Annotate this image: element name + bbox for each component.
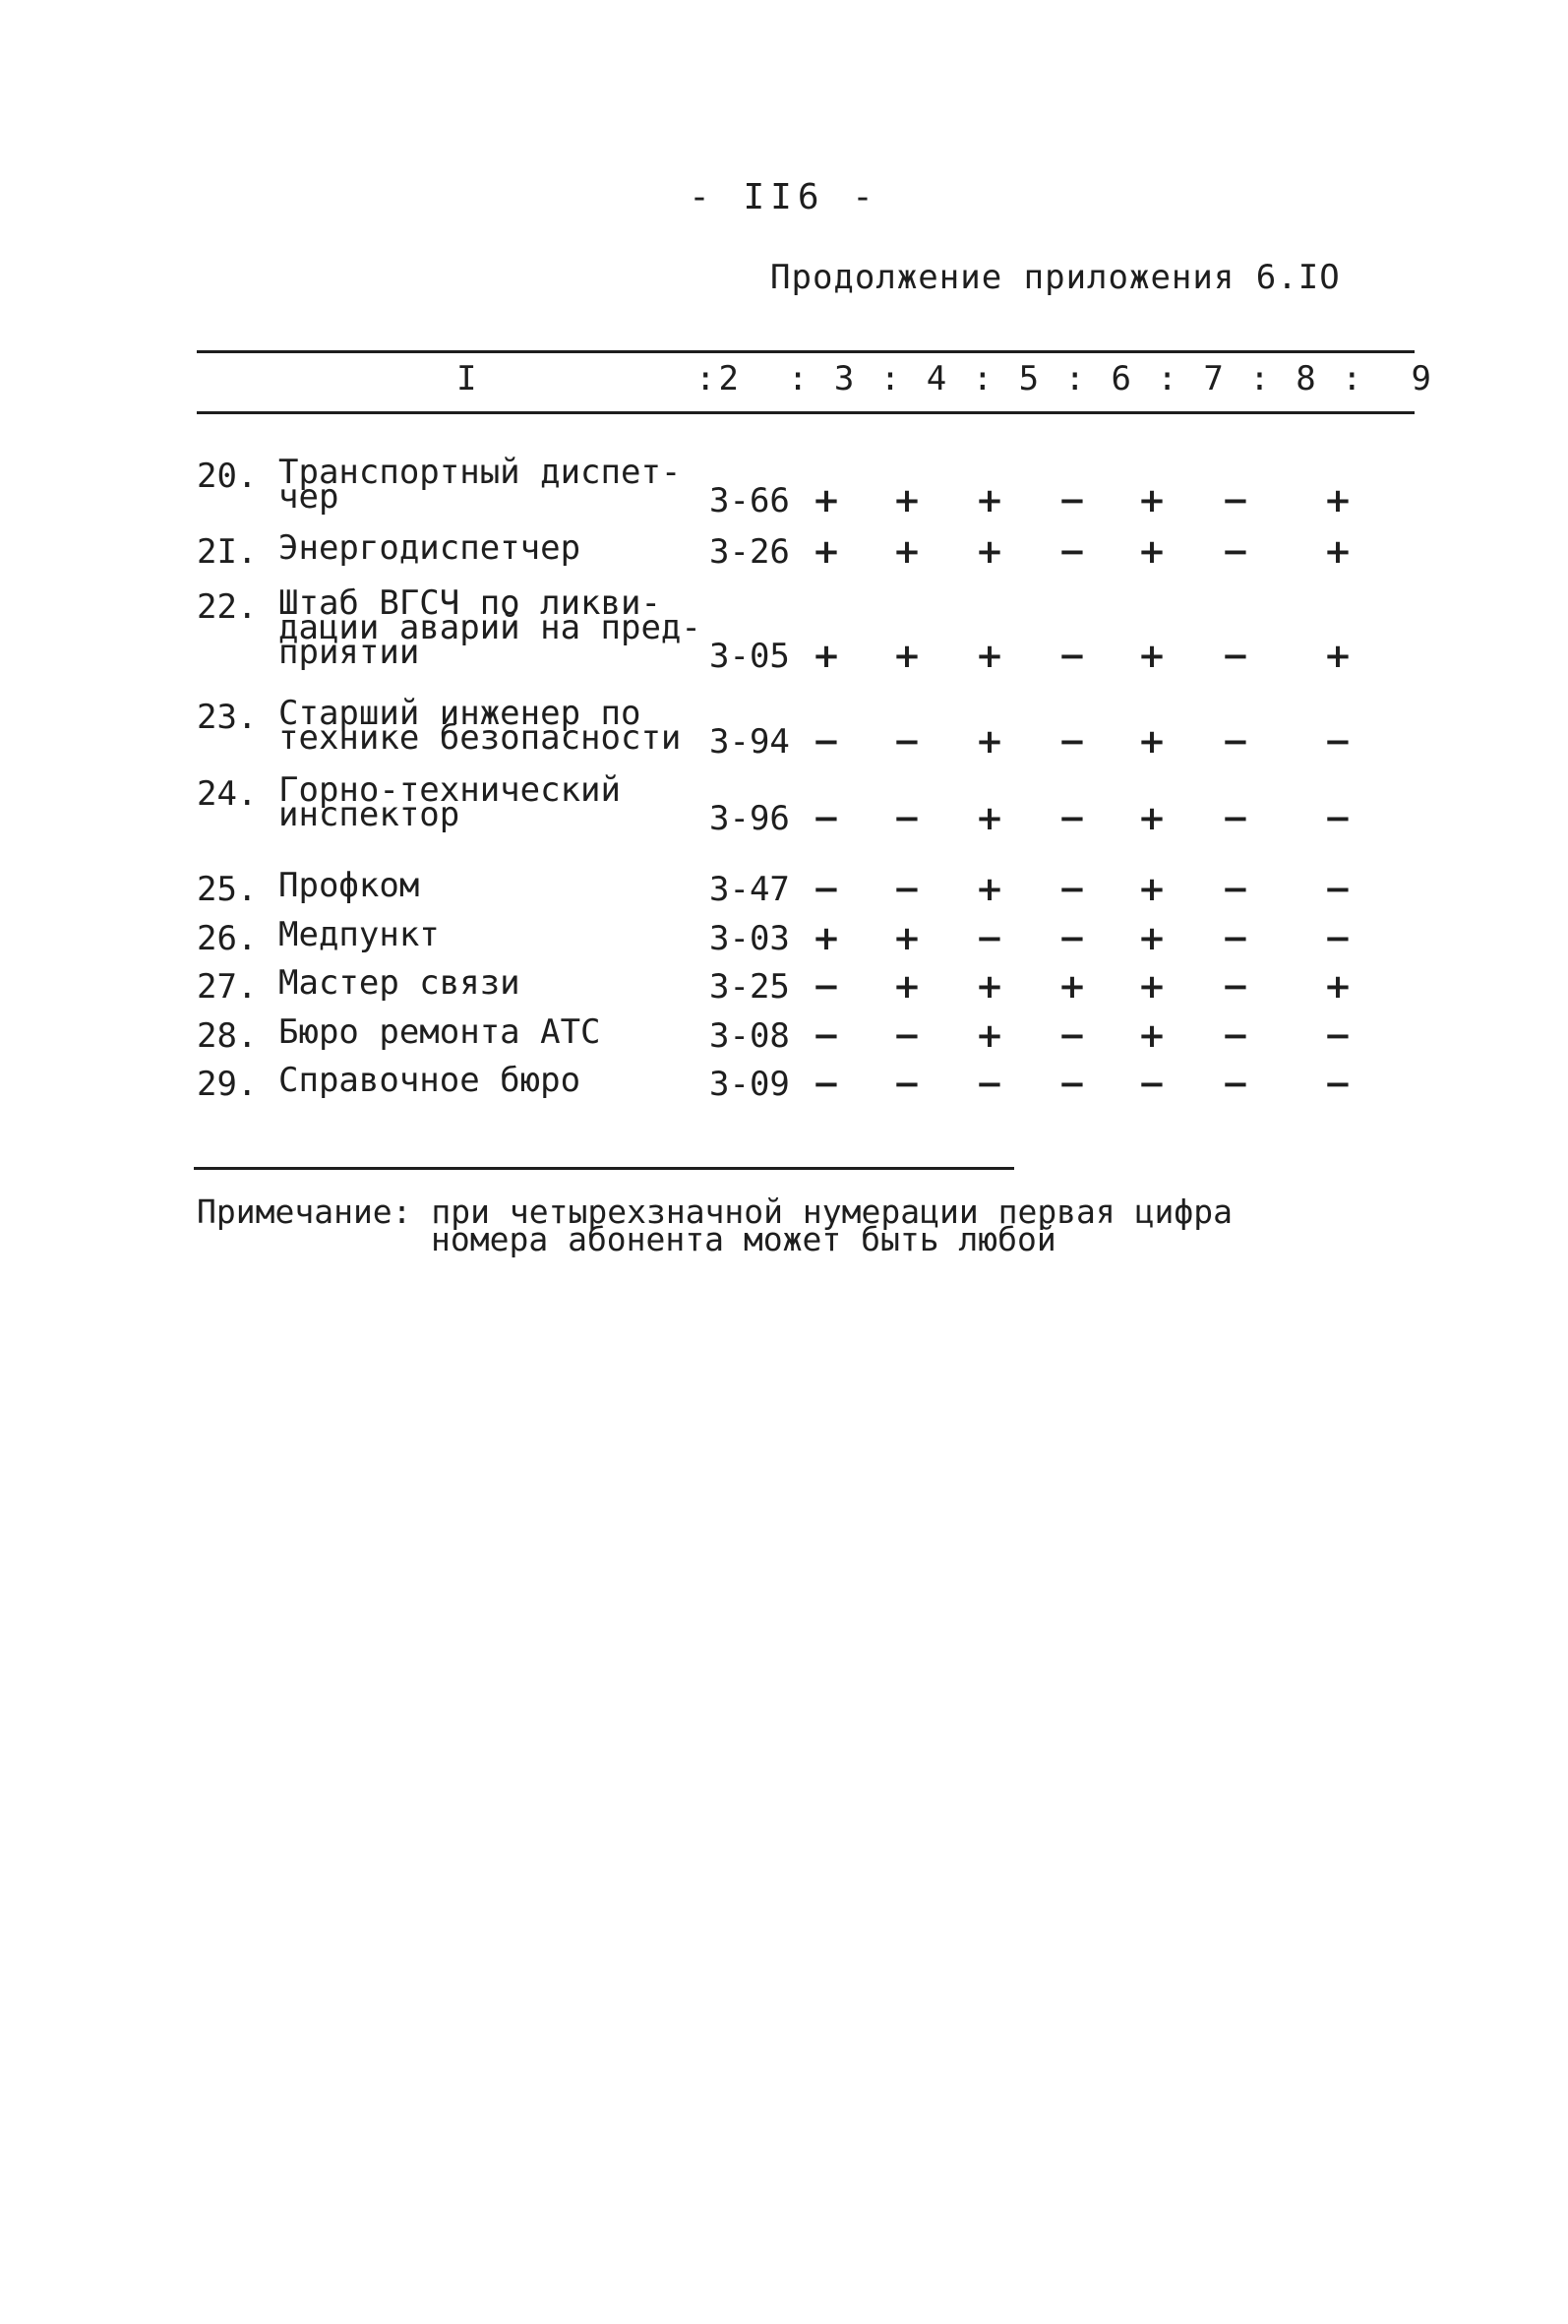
row-mark-col-4: + xyxy=(892,919,922,958)
row-name: Старший инженер по технике безопасности xyxy=(278,694,682,758)
row-name: Профком xyxy=(278,866,420,905)
row-mark-col-7: − xyxy=(1137,1065,1167,1104)
column-header-1: I xyxy=(456,359,477,398)
row-mark-col-9: − xyxy=(1323,870,1353,909)
row-mark-col-6: − xyxy=(1057,532,1087,572)
row-mark-col-7: + xyxy=(1137,722,1167,762)
row-mark-col-9: + xyxy=(1323,967,1353,1007)
row-mark-col-3: + xyxy=(812,637,841,676)
row-mark-col-8: − xyxy=(1221,967,1250,1007)
table-header-rule xyxy=(197,411,1415,414)
row-code: 3-05 xyxy=(709,637,790,676)
page-number: - II6 - xyxy=(689,177,879,217)
row-mark-col-8: − xyxy=(1221,870,1250,909)
row-mark-col-5: + xyxy=(975,637,1004,676)
footnote-line-2: номера абонента может быть любой xyxy=(431,1220,1056,1258)
row-code: 3-25 xyxy=(709,967,790,1007)
row-mark-col-8: − xyxy=(1221,799,1250,838)
row-mark-col-5: + xyxy=(975,799,1004,838)
row-mark-col-3: + xyxy=(812,919,841,958)
row-mark-col-6: − xyxy=(1057,1065,1087,1104)
row-number: 2I. xyxy=(197,532,258,572)
row-mark-col-6: − xyxy=(1057,799,1087,838)
row-mark-col-9: − xyxy=(1323,722,1353,762)
row-mark-col-3: + xyxy=(812,532,841,572)
row-number: 24. xyxy=(197,774,258,814)
row-mark-col-3: − xyxy=(812,799,841,838)
row-code: 3-26 xyxy=(709,532,790,572)
row-mark-col-5: + xyxy=(975,722,1004,762)
row-mark-col-3: − xyxy=(812,1065,841,1104)
row-mark-col-4: − xyxy=(892,799,922,838)
row-mark-col-7: + xyxy=(1137,481,1167,520)
row-code: 3-94 xyxy=(709,722,790,762)
row-name: Транспортный диспет- чер xyxy=(278,453,682,517)
row-name: Энергодиспетчер xyxy=(278,528,581,568)
row-mark-col-9: + xyxy=(1323,637,1353,676)
row-mark-col-4: + xyxy=(892,967,922,1007)
row-mark-col-9: − xyxy=(1323,1065,1353,1104)
row-mark-col-3: + xyxy=(812,481,841,520)
row-mark-col-5: + xyxy=(975,481,1004,520)
row-mark-col-7: + xyxy=(1137,799,1167,838)
row-mark-col-7: + xyxy=(1137,870,1167,909)
row-mark-col-8: − xyxy=(1221,1065,1250,1104)
row-mark-col-7: + xyxy=(1137,967,1167,1007)
row-mark-col-3: − xyxy=(812,1016,841,1056)
row-mark-col-3: − xyxy=(812,870,841,909)
row-mark-col-9: − xyxy=(1323,799,1353,838)
row-name: Горно-технический инспектор xyxy=(278,770,621,834)
row-name: Бюро ремонта АТС xyxy=(278,1012,601,1052)
row-mark-col-4: − xyxy=(892,1065,922,1104)
row-mark-col-8: − xyxy=(1221,637,1250,676)
row-code: 3-03 xyxy=(709,919,790,958)
row-mark-col-7: + xyxy=(1137,919,1167,958)
row-name: Мастер связи xyxy=(278,963,520,1003)
row-mark-col-5: + xyxy=(975,870,1004,909)
row-mark-col-8: − xyxy=(1221,722,1250,762)
row-mark-col-8: − xyxy=(1221,919,1250,958)
row-number: 29. xyxy=(197,1065,258,1104)
footnote-line-1: при четырехзначной нумерации первая цифра xyxy=(411,1193,1233,1231)
row-mark-col-6: + xyxy=(1057,967,1087,1007)
row-mark-col-8: − xyxy=(1221,481,1250,520)
row-number: 25. xyxy=(197,870,258,909)
row-mark-col-4: + xyxy=(892,532,922,572)
row-mark-col-8: − xyxy=(1221,532,1250,572)
row-mark-col-7: + xyxy=(1137,1016,1167,1056)
row-mark-col-3: − xyxy=(812,722,841,762)
row-mark-col-6: − xyxy=(1057,637,1087,676)
row-code: 3-96 xyxy=(709,799,790,838)
row-mark-col-9: − xyxy=(1323,919,1353,958)
row-mark-col-5: − xyxy=(975,1065,1004,1104)
row-name: Справочное бюро xyxy=(278,1061,581,1100)
row-name: Медпункт xyxy=(278,915,440,954)
row-mark-col-9: − xyxy=(1323,1016,1353,1056)
row-mark-col-9: + xyxy=(1323,481,1353,520)
column-headers-2-9: :2 : 3 : 4 : 5 : 6 : 7 : 8 : 9 xyxy=(695,359,1435,398)
table-top-rule xyxy=(197,350,1415,353)
row-code: 3-66 xyxy=(709,481,790,520)
row-mark-col-4: + xyxy=(892,637,922,676)
row-name: Штаб ВГСЧ по ликви- дации аварий на пред- приятии xyxy=(278,583,701,672)
row-code: 3-47 xyxy=(709,870,790,909)
row-mark-col-3: − xyxy=(812,967,841,1007)
row-mark-col-8: − xyxy=(1221,1016,1250,1056)
row-number: 23. xyxy=(197,698,258,737)
row-mark-col-5: − xyxy=(975,919,1004,958)
row-number: 26. xyxy=(197,919,258,958)
row-mark-col-4: − xyxy=(892,1016,922,1056)
row-mark-col-6: − xyxy=(1057,481,1087,520)
footnote-label: Примечание: xyxy=(197,1193,412,1231)
continuation-title: Продолжение приложения 6.IO xyxy=(770,258,1341,297)
row-mark-col-6: − xyxy=(1057,870,1087,909)
row-mark-col-7: + xyxy=(1137,532,1167,572)
footnote xyxy=(197,1193,1233,1258)
row-mark-col-4: − xyxy=(892,870,922,909)
row-number: 22. xyxy=(197,587,258,627)
row-mark-col-4: − xyxy=(892,722,922,762)
row-mark-col-5: + xyxy=(975,1016,1004,1056)
row-mark-col-4: + xyxy=(892,481,922,520)
row-mark-col-5: + xyxy=(975,967,1004,1007)
table-bottom-rule xyxy=(194,1167,1014,1170)
row-number: 28. xyxy=(197,1016,258,1056)
row-mark-col-7: + xyxy=(1137,637,1167,676)
row-mark-col-5: + xyxy=(975,532,1004,572)
row-code: 3-08 xyxy=(709,1016,790,1056)
row-number: 20. xyxy=(197,457,258,496)
row-number: 27. xyxy=(197,967,258,1007)
row-mark-col-6: − xyxy=(1057,722,1087,762)
row-mark-col-6: − xyxy=(1057,919,1087,958)
row-mark-col-9: + xyxy=(1323,532,1353,572)
row-mark-col-6: − xyxy=(1057,1016,1087,1056)
row-code: 3-09 xyxy=(709,1065,790,1104)
